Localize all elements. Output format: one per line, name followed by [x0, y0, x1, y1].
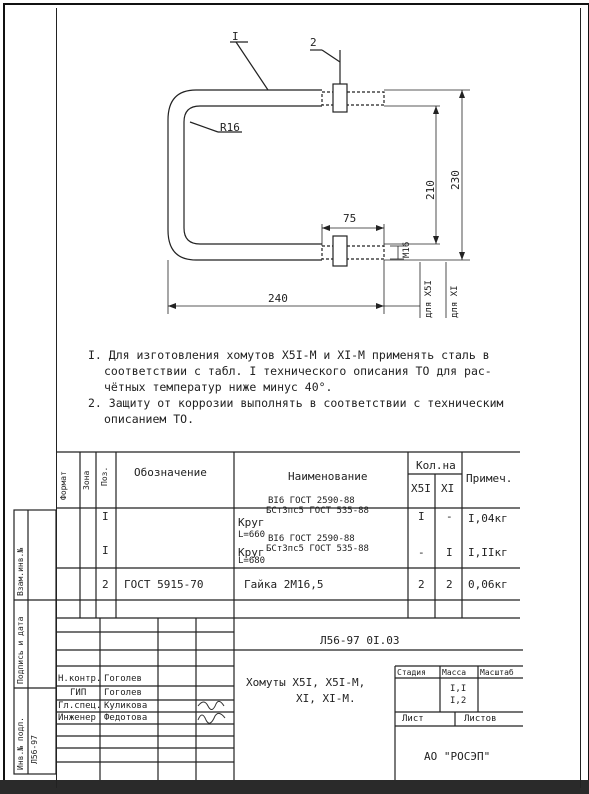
pos1-label: I [232, 30, 239, 43]
mass-value1: I,I [450, 684, 467, 694]
mass-value2: I,2 [450, 696, 467, 706]
leader-radius [190, 122, 218, 132]
notes-block [88, 348, 508, 428]
row1-pos: I [102, 510, 109, 523]
row2-pos: I [102, 544, 109, 557]
row3-qty-x51: 2 [418, 578, 425, 591]
dim-240: 240 [268, 292, 288, 305]
dim-210: 210 [424, 180, 437, 200]
hdr-pos: Поз. [100, 466, 109, 486]
row1-name-prefix: Круг [238, 516, 265, 529]
radius-label: R16 [220, 121, 240, 134]
note1-number: I. [88, 348, 102, 362]
row2-name-prefix: Круг [238, 546, 265, 559]
row1-name-l2: БСт3пс5 ГОСТ 535-88 [266, 506, 369, 516]
stamp-vzam: Взам.инв.№ [16, 547, 25, 596]
thread-bottom [322, 246, 384, 259]
row3-pos: 2 [102, 578, 109, 591]
stamp-inv-orig: Инв.№ подл. [16, 717, 25, 770]
name-engineer: Федотова [104, 713, 148, 723]
note2-number: 2. [88, 396, 102, 410]
row3-qty-x1: 2 [446, 578, 453, 591]
row2-name-l1: BI6 ГОСТ 2590-88 [268, 534, 355, 544]
role-engineer: Инженер [58, 713, 96, 723]
note1-line2: соответствии с табл. I технического описания ТО для рас- [104, 364, 492, 378]
doc-number: Л56-97 0I.03 [320, 634, 400, 647]
row3-note: 0,06кг [468, 578, 508, 591]
dim-75: 75 [343, 212, 357, 225]
pos2-label: 2 [310, 36, 317, 49]
stamp-sign-date: Подпись и дата [16, 616, 25, 684]
stage-header: Стадия [397, 668, 426, 677]
hdr-qty: Кол.на [416, 459, 456, 472]
row2-qty-x51: - [418, 546, 425, 559]
signature-kulikova [198, 701, 224, 709]
hdr-qty-x1: XI [441, 482, 455, 495]
sheet-label: Лист [402, 714, 424, 724]
row2-name-l2: БСт3пс5 ГОСТ 535-88 [266, 544, 369, 554]
name-glspec: Куликова [104, 701, 148, 711]
hdr-designation: Обозначение [134, 466, 207, 479]
row1-note: I,04кг [468, 512, 508, 525]
stamp-inv-number: Л56-97 [30, 735, 39, 764]
hdr-name: Наименование [288, 470, 368, 483]
role-nkontr: Н.контр. [58, 674, 102, 684]
role-glspec: Гл.спец. [58, 701, 102, 711]
hdr-note: Примеч. [466, 472, 513, 485]
row1-qty-x1: - [446, 510, 453, 523]
row3-name: Гайка 2M16,5 [244, 578, 324, 591]
for-x51: для X5I [424, 280, 434, 318]
sheets-label: Листов [464, 714, 497, 724]
thread-m16: M16 [402, 241, 412, 258]
nut-top [333, 84, 347, 112]
leader-pos1 [236, 42, 268, 90]
note1-line3: чётных температур ниже минус 40°. [104, 380, 333, 394]
signature-fedotova [198, 713, 225, 723]
mass-header: Масса [442, 668, 467, 677]
row2-qty-x1: I [446, 546, 453, 559]
row1-qty-x51: I [418, 510, 425, 523]
name-gip: Гоголев [104, 688, 142, 698]
row2-name-l3: L=680 [238, 556, 266, 566]
scale-header: Масштаб [480, 668, 514, 677]
row1-name-l1: BI6 ГОСТ 2590-88 [268, 496, 355, 506]
row2-note: I,IIкг [468, 546, 508, 559]
note2-line2: описанием ТО. [104, 412, 195, 426]
dim-230: 230 [449, 170, 462, 190]
for-x1: для XI [450, 285, 460, 318]
clamp-outer-line [168, 90, 322, 260]
name-nkontr: Гоголев [104, 674, 142, 684]
note1-line1: Для изготовления хомутов X5I-M и XI-M применять сталь в [108, 348, 490, 362]
hdr-zone: Зона [82, 470, 91, 490]
title-line1: Хомуты X5I, X5I-M, [246, 676, 366, 689]
thread-top [322, 92, 384, 105]
hdr-qty-x51: X5I [411, 482, 431, 495]
title-line2: XI, XI-M. [296, 692, 356, 705]
org-name: АО "РОСЭП" [424, 750, 491, 763]
nut-bottom [333, 236, 347, 266]
role-gip: ГИП [70, 688, 87, 698]
hdr-format: Формат [59, 471, 68, 500]
row1-name-l3: L=660 [238, 530, 266, 540]
row3-designation: ГОСТ 5915-70 [124, 578, 204, 591]
note2-line1: Защиту от коррозии выполнять в соответствии с техническим [108, 396, 504, 410]
